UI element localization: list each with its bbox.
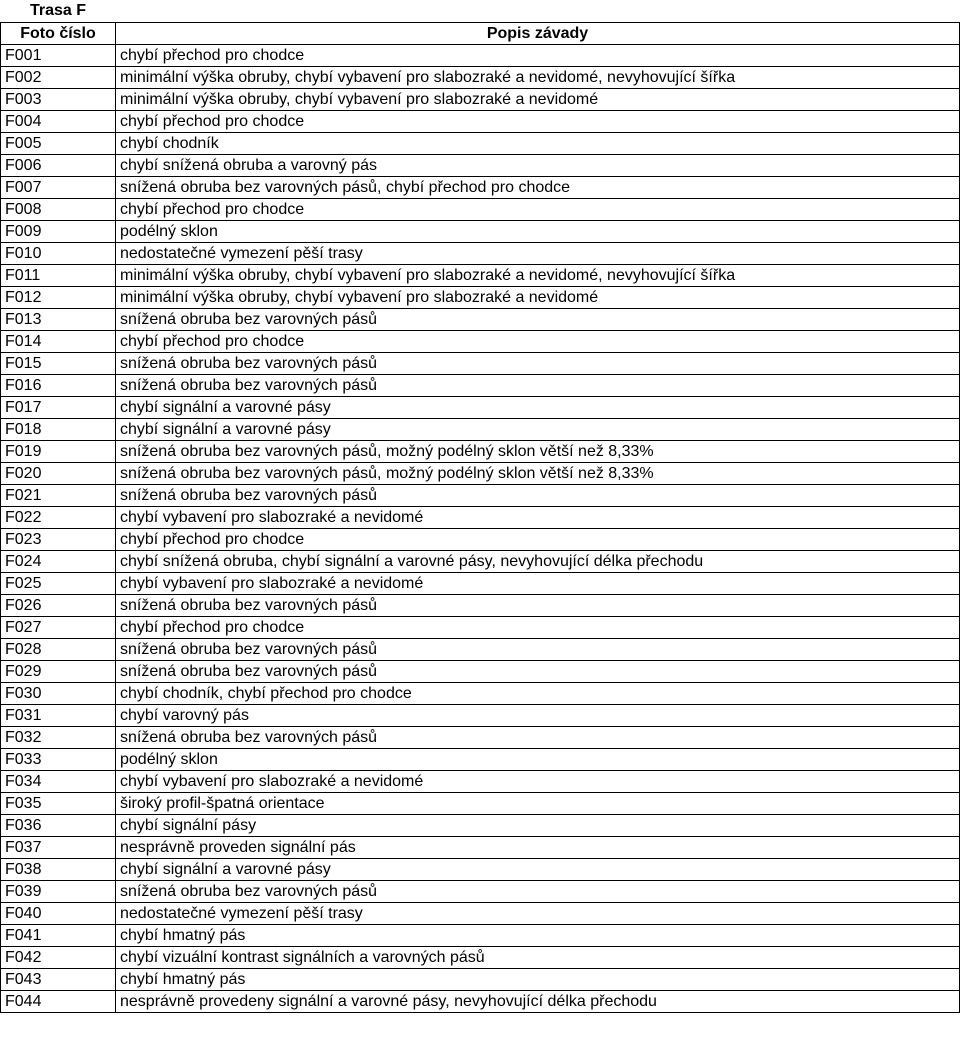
defect-description-cell: snížená obruba bez varovných pásů, chybí přechod pro chodce	[116, 177, 960, 199]
table-row	[1, 683, 960, 705]
defect-description-cell: snížená obruba bez varovných pásů, možný podélný sklon větší než 8,33%	[116, 441, 960, 463]
defect-description-cell: nedostatečné vymezení pěší trasy	[116, 243, 960, 265]
table-header-row	[1, 23, 960, 45]
table-row	[1, 89, 960, 111]
photo-number-cell: F023	[1, 529, 116, 551]
table-row	[1, 463, 960, 485]
defect-description-cell: chybí přechod pro chodce	[116, 617, 960, 639]
photo-number-cell: F025	[1, 573, 116, 595]
photo-number-cell: F022	[1, 507, 116, 529]
photo-number-cell: F037	[1, 837, 116, 859]
photo-number-cell: F009	[1, 221, 116, 243]
table-row	[1, 771, 960, 793]
column-header-defect-description: Popis závady	[116, 23, 960, 45]
photo-number-cell: F007	[1, 177, 116, 199]
photo-number-cell: F027	[1, 617, 116, 639]
photo-number-cell: F017	[1, 397, 116, 419]
defect-description-cell: snížená obruba bez varovných pásů	[116, 595, 960, 617]
table-row	[1, 265, 960, 287]
table-row	[1, 155, 960, 177]
defect-description-cell: chybí signální a varovné pásy	[116, 419, 960, 441]
photo-number-cell: F033	[1, 749, 116, 771]
defect-description-cell: chybí chodník, chybí přechod pro chodce	[116, 683, 960, 705]
photo-number-cell: F002	[1, 67, 116, 89]
table-row	[1, 925, 960, 947]
table-row	[1, 67, 960, 89]
photo-number-cell: F003	[1, 89, 116, 111]
photo-number-cell: F043	[1, 969, 116, 991]
defect-description-cell: snížená obruba bez varovných pásů	[116, 375, 960, 397]
photo-number-cell: F040	[1, 903, 116, 925]
table-row	[1, 639, 960, 661]
table-row	[1, 331, 960, 353]
photo-number-cell: F004	[1, 111, 116, 133]
defect-description-cell: snížená obruba bez varovných pásů	[116, 309, 960, 331]
table-row	[1, 111, 960, 133]
defect-description-cell: snížená obruba bez varovných pásů	[116, 485, 960, 507]
table-row	[1, 947, 960, 969]
column-header-photo-number: Foto číslo	[1, 23, 116, 45]
defect-description-cell: chybí snížená obruba, chybí signální a varovné pásy, nevyhovující délka přechodu	[116, 551, 960, 573]
defect-description-cell: minimální výška obruby, chybí vybavení pro slabozraké a nevidomé, nevyhovující šířka	[116, 67, 960, 89]
defect-description-cell: minimální výška obruby, chybí vybavení pro slabozraké a nevidomé, nevyhovující šířka	[116, 265, 960, 287]
table-row	[1, 837, 960, 859]
table-row	[1, 441, 960, 463]
defect-description-cell: snížená obruba bez varovných pásů	[116, 353, 960, 375]
photo-number-cell: F030	[1, 683, 116, 705]
defect-description-cell: chybí vybavení pro slabozraké a nevidomé	[116, 573, 960, 595]
table-row	[1, 177, 960, 199]
defect-description-cell: chybí signální a varovné pásy	[116, 859, 960, 881]
defect-description-cell: snížená obruba bez varovných pásů	[116, 727, 960, 749]
photo-number-cell: F015	[1, 353, 116, 375]
defect-description-cell: chybí přechod pro chodce	[116, 529, 960, 551]
table-row	[1, 419, 960, 441]
table-row	[1, 969, 960, 991]
defect-description-cell: chybí přechod pro chodce	[116, 331, 960, 353]
photo-number-cell: F013	[1, 309, 116, 331]
photo-number-cell: F034	[1, 771, 116, 793]
defect-description-cell: chybí signální pásy	[116, 815, 960, 837]
table-row	[1, 859, 960, 881]
photo-number-cell: F001	[1, 45, 116, 67]
photo-number-cell: F010	[1, 243, 116, 265]
table-row	[1, 485, 960, 507]
photo-number-cell: F042	[1, 947, 116, 969]
table-body	[1, 45, 960, 1013]
photo-number-cell: F012	[1, 287, 116, 309]
defect-description-cell: chybí hmatný pás	[116, 969, 960, 991]
defect-description-cell: chybí varovný pás	[116, 705, 960, 727]
photo-number-cell: F016	[1, 375, 116, 397]
photo-number-cell: F028	[1, 639, 116, 661]
defect-description-cell: minimální výška obruby, chybí vybavení pro slabozraké a nevidomé	[116, 89, 960, 111]
defect-description-cell: široký profil-špatná orientace	[116, 793, 960, 815]
defect-description-cell: snížená obruba bez varovných pásů	[116, 881, 960, 903]
table-row	[1, 661, 960, 683]
photo-number-cell: F026	[1, 595, 116, 617]
photo-number-cell: F031	[1, 705, 116, 727]
table-row	[1, 991, 960, 1013]
photo-number-cell: F029	[1, 661, 116, 683]
defect-description-cell: snížená obruba bez varovných pásů	[116, 661, 960, 683]
defect-description-cell: chybí signální a varovné pásy	[116, 397, 960, 419]
defect-description-cell: chybí vybavení pro slabozraké a nevidomé	[116, 507, 960, 529]
defect-description-cell: podélný sklon	[116, 221, 960, 243]
photo-number-cell: F044	[1, 991, 116, 1013]
photo-number-cell: F036	[1, 815, 116, 837]
table-row	[1, 903, 960, 925]
photo-number-cell: F038	[1, 859, 116, 881]
table-row	[1, 573, 960, 595]
table-row	[1, 793, 960, 815]
table-row	[1, 45, 960, 67]
defect-description-cell: snížená obruba bez varovných pásů, možný podélný sklon větší než 8,33%	[116, 463, 960, 485]
defect-description-cell: chybí vybavení pro slabozraké a nevidomé	[116, 771, 960, 793]
table-row	[1, 133, 960, 155]
table-row	[1, 243, 960, 265]
table-row	[1, 199, 960, 221]
table-row	[1, 881, 960, 903]
defect-description-cell: nedostatečné vymezení pěší trasy	[116, 903, 960, 925]
defect-description-cell: chybí snížená obruba a varovný pás	[116, 155, 960, 177]
table-row	[1, 397, 960, 419]
photo-number-cell: F008	[1, 199, 116, 221]
photo-number-cell: F018	[1, 419, 116, 441]
page-title: Trasa F	[30, 2, 87, 19]
table-row	[1, 507, 960, 529]
defect-description-cell: chybí přechod pro chodce	[116, 111, 960, 133]
defect-description-cell: chybí chodník	[116, 133, 960, 155]
table-row	[1, 287, 960, 309]
table-row	[1, 749, 960, 771]
photo-number-cell: F039	[1, 881, 116, 903]
photo-number-cell: F041	[1, 925, 116, 947]
photo-number-cell: F035	[1, 793, 116, 815]
photo-number-cell: F005	[1, 133, 116, 155]
defect-description-cell: chybí přechod pro chodce	[116, 199, 960, 221]
photo-number-cell: F019	[1, 441, 116, 463]
photo-number-cell: F006	[1, 155, 116, 177]
defects-table	[0, 22, 960, 1013]
table-row	[1, 617, 960, 639]
defect-description-cell: nesprávně provedeny signální a varovné pásy, nevyhovující délka přechodu	[116, 991, 960, 1013]
table-row	[1, 529, 960, 551]
table-row	[1, 353, 960, 375]
photo-number-cell: F011	[1, 265, 116, 287]
defect-description-cell: minimální výška obruby, chybí vybavení pro slabozraké a nevidomé	[116, 287, 960, 309]
table-row	[1, 551, 960, 573]
defect-description-cell: chybí hmatný pás	[116, 925, 960, 947]
photo-number-cell: F021	[1, 485, 116, 507]
table-row	[1, 705, 960, 727]
photo-number-cell: F020	[1, 463, 116, 485]
defect-description-cell: podélný sklon	[116, 749, 960, 771]
defect-description-cell: nesprávně proveden signální pás	[116, 837, 960, 859]
table-row	[1, 595, 960, 617]
photo-number-cell: F014	[1, 331, 116, 353]
table-row	[1, 221, 960, 243]
table-row	[1, 309, 960, 331]
defect-description-cell: chybí vizuální kontrast signálních a varovných pásů	[116, 947, 960, 969]
table-row	[1, 375, 960, 397]
defect-description-cell: chybí přechod pro chodce	[116, 45, 960, 67]
photo-number-cell: F032	[1, 727, 116, 749]
photo-number-cell: F024	[1, 551, 116, 573]
table-row	[1, 815, 960, 837]
table-row	[1, 727, 960, 749]
defect-description-cell: snížená obruba bez varovných pásů	[116, 639, 960, 661]
